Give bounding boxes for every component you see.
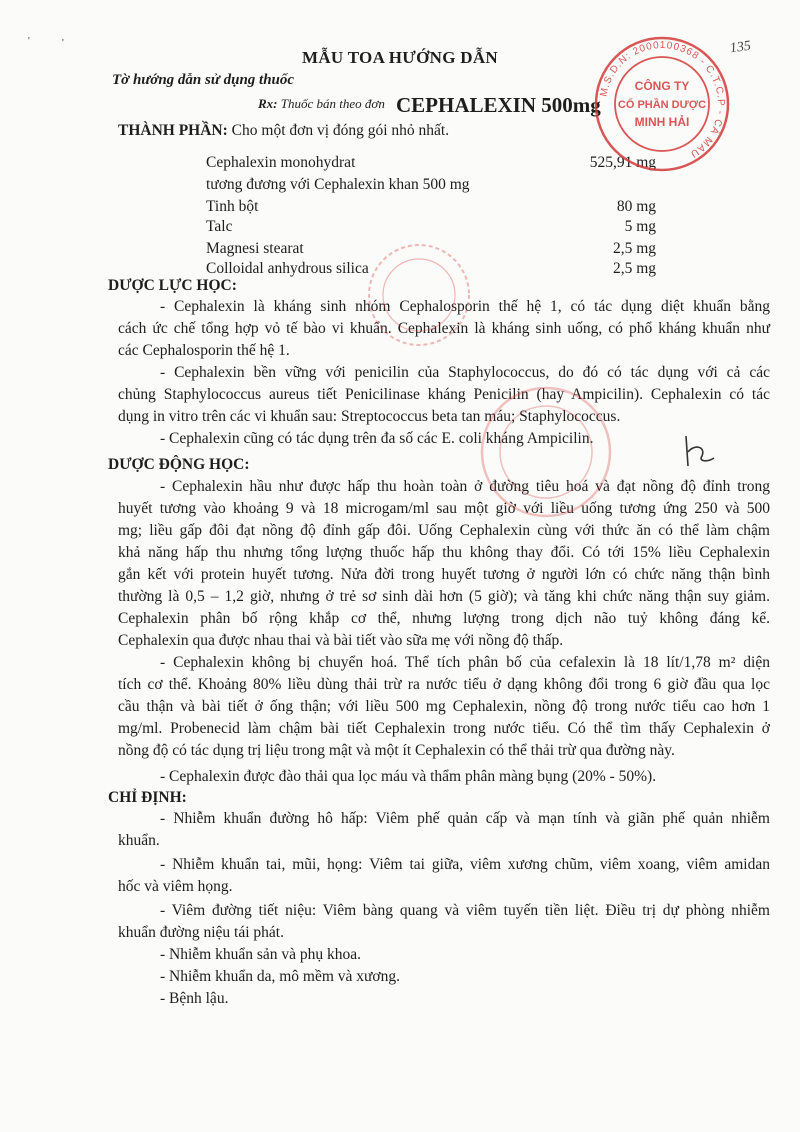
text-line: - Cephalexin hầu như được hấp thu hoàn toàn ở đường tiêu hoá và đạt nồng độ đỉnh trong [160,478,770,495]
text-line: khuẩn. [118,832,160,849]
text-line: khả năng hấp thu nhưng tổng lượng thuốc hấp thu không thay đổi. Có tới 15% liều Cephalexin [118,544,770,561]
scan-mark: ' [62,38,64,49]
drug-name: CEPHALEXIN 500mg [396,93,601,117]
rx-note: Rx: Thuốc bán theo đơn [258,96,385,111]
text-line: - Nhiễm khuẩn tai, mũi, họng: Viêm tai giữa, viêm xương chũm, viêm xoang, viêm amidan [160,856,770,873]
text-line: - Nhiễm khuẩn sản và phụ khoa. [160,946,362,963]
svg-text:CỔ PHẦN DƯỢC: CỔ PHẦN DƯỢC [617,99,707,111]
text-line: - Bệnh lậu. [160,990,229,1007]
scan-mark: ' [28,36,30,47]
pharmacodynamics-heading: DƯỢC LỰC HỌC: [108,277,237,294]
text-line: - Nhiễm khuẩn da, mô mềm và xương. [160,968,401,985]
text-line: - Cephalexin không bị chuyển hoá. Thể tích phân bố của cefalexin là 18 lít/1,78 m² diện [160,654,770,671]
text-line: mg; liều gấp đôi đạt nồng độ đỉnh gấp đôi. Uống Cephalexin cùng với thức ăn có thể làm chậm [118,522,770,539]
composition-item-name: Tinh bột [206,198,259,215]
svg-text:MINH HẢI: MINH HẢI [634,115,690,129]
composition-item-value: 525,91 mg [589,154,656,171]
indications-heading: CHỈ ĐỊNH: [108,789,187,806]
composition-heading-line [118,122,449,140]
document-title: MẪU TOA HƯỚNG DẪN [301,48,499,67]
text-line: các Cephalosporin thế hệ 1. [118,342,290,359]
composition-item-name: Cephalexin monohydrat [206,154,356,171]
signature [680,432,720,472]
handwritten-page-number: 135 [728,38,752,57]
text-line: huyết tương vào khoảng 9 và 18 microgam/ml sau một giờ với liều uống tương ứng 250 và 500 [118,500,770,517]
composition-heading: THÀNH PHẦN: [118,122,228,139]
composition-item-value: 2,5 mg [612,260,656,277]
text-line: - Viêm đường tiết niệu: Viêm bàng quang và viêm tuyến tiền liệt. Điều trị dự phòng nhiễm [160,902,770,919]
text-line: gắn kết với protein huyết tương. Nửa đời trong huyết tương ở người lớn có chức năng thận bình [118,566,770,583]
text-line: - Cephalexin cũng có tác dụng trên đa số các E. coli kháng Ampicilin. [160,430,594,447]
composition-item-name: Colloidal anhydrous silica [206,260,369,277]
text-line: dụng in vitro trên các vi khuẩn sau: Streptococcus beta tan máu; Staphylococcus. [118,408,621,425]
text-line: Cephalexin qua được nhau thai và bài tiết vào sữa mẹ với nồng độ thấp. [118,632,564,649]
text-line: - Nhiễm khuẩn đường hô hấp: Viêm phế quản cấp và mạn tính và giãn phế quản nhiễm [160,810,770,827]
svg-text:M.S.D.N: 2000100368 - C.T.C.P: M.S.D.N: 2000100368 - C.T.C.P - CÀ MAU [598,39,727,160]
text-line: thường là 0,5 – 1,2 giờ, nhưng ở trẻ sơ sinh dài hơn (5 giờ); và tăng khi chức năng thận suy giảm. [118,588,770,605]
approval-stamp [476,382,616,522]
text-line: - Cephalexin là kháng sinh nhóm Cephalosporin thế hệ 1, có tác dụng diệt khuẩn bằng [160,298,770,315]
composition-item-value: 80 mg [616,198,656,215]
composition-item-name: Magnesi stearat [206,240,304,257]
document-subtitle: Tờ hướng dẫn sử dụng thuốc [112,72,295,88]
text-line: nồng độ có tác dụng trị liệu trong mật và một ít Cephalexin có thể thải trừ qua đường này. [118,742,675,759]
composition-item-value: 2,5 mg [612,240,656,257]
composition-intro: Cho một đơn vị đóng gói nhỏ nhất. [231,122,450,139]
text-line: - Cephalexin được đào thải qua lọc máu và thẩm phân màng bụng (20% - 50%). [160,768,657,785]
text-line: cách ức chế tổng hợp vỏ tế bào vi khuẩn. Cephalexin là kháng sinh uống, có phổ kháng khuẩn như [118,320,770,337]
composition-item-name: tương đương với Cephalexin khan 500 mg [206,176,470,193]
pharmacokinetics-heading: DƯỢC ĐỘNG HỌC: [108,456,250,473]
text-line: cầu thận và bài tiết ở ống thận; với liều 500 mg Cephalexin, nồng độ trong nước tiểu cao hơn 1 [118,698,770,715]
text-line: hốc và viêm họng. [118,878,233,895]
company-stamp [592,34,732,174]
text-line: - Cephalexin bền vững với penicilin của Staphylococcus, do đó có tác dụng với cả các [160,364,770,381]
text-line: khuẩn đường niệu tái phát. [118,924,284,941]
approval-stamp [364,240,474,350]
text-line: chủng Staphylococcus aureus tiết Penicilinase kháng Penicilin (hay Ampicilin). Cephalexin có tác [118,386,770,403]
text-line: mg/ml. Probenecid làm chậm bài tiết Cephalexin trong nước tiểu. Có thể tìm thấy Cephalexin ở [118,720,770,737]
composition-item-value: 5 mg [624,218,656,235]
composition-item-name: Talc [206,218,233,235]
svg-text:CÔNG TY: CÔNG TY [634,79,690,93]
text-line: Cephalexin phân bố rộng khắp cơ thể, nhưng lượng trong dịch não tuỷ không đáng kể. [118,610,770,627]
text-line: tích cơ thể. Khoảng 80% liều dùng thải trừ ra nước tiểu ở dạng không đổi trong 6 giờ đầu qua lọc [118,676,770,693]
